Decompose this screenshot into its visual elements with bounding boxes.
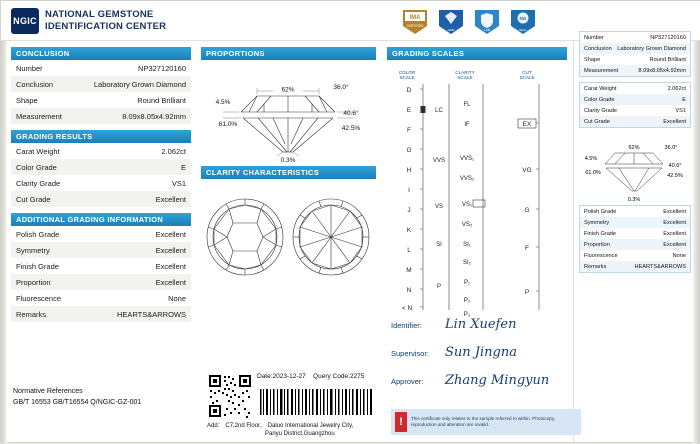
svg-text:I: I bbox=[408, 187, 410, 194]
row-value: E bbox=[180, 162, 186, 172]
svg-text:IMA: IMA bbox=[409, 15, 421, 21]
right-stub-panel bbox=[579, 31, 691, 278]
row-value: Excellent bbox=[663, 230, 686, 237]
date-and-query bbox=[257, 373, 364, 380]
row-label: Polish Grade bbox=[584, 208, 617, 215]
svg-text:SI₂: SI₂ bbox=[463, 260, 471, 266]
svg-text:J: J bbox=[407, 207, 411, 214]
svg-text:SEAL: SEAL bbox=[519, 28, 527, 32]
row-label: Symmetry bbox=[16, 245, 50, 255]
issue-date: Date:2023-12-27 bbox=[257, 373, 306, 380]
left-edge-shadow bbox=[1, 1, 7, 444]
ima-badge-icon bbox=[401, 7, 429, 35]
table-row bbox=[11, 159, 191, 175]
signature-label: Approver: bbox=[391, 377, 424, 386]
address-block bbox=[207, 422, 353, 438]
stub-grading-table bbox=[579, 82, 691, 128]
row-label: Number bbox=[584, 34, 604, 41]
signature-name: Sun Jingna bbox=[445, 345, 517, 360]
svg-text:CERTIFIED: CERTIFIED bbox=[406, 24, 424, 28]
qr-code[interactable] bbox=[207, 373, 253, 419]
notice-text: This certificate only relates to the sample referred to within. Photocopy, reproduction and alteration are invalid. bbox=[411, 415, 555, 427]
row-label: Finish Grade bbox=[16, 261, 59, 271]
svg-text:L: L bbox=[407, 247, 411, 254]
query-code: Query Code:2275 bbox=[313, 373, 365, 380]
row-value: NP327120160 bbox=[138, 63, 186, 73]
normative-heading: Normative References bbox=[13, 388, 83, 395]
table-row bbox=[11, 242, 191, 258]
stub-additional-table bbox=[579, 205, 691, 273]
svg-text:GEM: GEM bbox=[447, 28, 455, 32]
brand-title-line1: NATIONAL GEMSTONE bbox=[45, 9, 154, 21]
svg-text:EX: EX bbox=[522, 121, 532, 128]
seal-badge-icon bbox=[509, 7, 537, 35]
row-label: Shape bbox=[16, 95, 38, 105]
row-value: Laboratory Grown Diamond bbox=[617, 45, 686, 52]
svg-text:FL: FL bbox=[463, 102, 471, 108]
svg-text:VS₁: VS₁ bbox=[461, 202, 473, 208]
svg-text:P₁: P₁ bbox=[463, 280, 471, 286]
svg-text:F: F bbox=[525, 245, 529, 252]
row-label: Proportion bbox=[16, 277, 51, 287]
row-value: E bbox=[682, 96, 686, 103]
barcode bbox=[259, 389, 374, 415]
row-label: Carat Weight bbox=[16, 146, 60, 156]
svg-text:VS: VS bbox=[434, 204, 444, 210]
svg-text:F: F bbox=[407, 127, 411, 134]
row-value: HEARTS&ARROWS bbox=[634, 263, 686, 270]
row-value: Round Brilliant bbox=[649, 56, 686, 63]
notice-box bbox=[391, 409, 581, 435]
svg-text:NG: NG bbox=[519, 16, 527, 21]
svg-text:N: N bbox=[406, 287, 412, 294]
row-label: Remarks bbox=[16, 309, 47, 319]
svg-text:CUT: CUT bbox=[522, 70, 532, 75]
clarity-plot-diagram bbox=[201, 179, 376, 299]
proportions-diagram bbox=[201, 60, 376, 166]
table-row bbox=[580, 32, 690, 43]
svg-text:0.3%: 0.3% bbox=[280, 157, 296, 164]
row-label: Measurement bbox=[584, 67, 619, 74]
row-value: Excellent bbox=[663, 219, 686, 226]
svg-text:SI: SI bbox=[436, 242, 442, 248]
table-row bbox=[580, 83, 690, 94]
signature-row-supervisor bbox=[391, 345, 581, 360]
svg-text:VVS: VVS bbox=[432, 158, 446, 164]
table-row bbox=[11, 290, 191, 306]
signature-block bbox=[391, 317, 581, 401]
brand-title-line2: IDENTIFICATION CENTER bbox=[45, 21, 167, 32]
grading-scales-column bbox=[387, 47, 567, 320]
right-edge-shadow bbox=[693, 1, 699, 444]
grading-results-section-title: GRADING RESULTS bbox=[11, 130, 191, 143]
svg-text:K: K bbox=[406, 227, 412, 234]
table-row bbox=[11, 175, 191, 191]
svg-text:36.0°: 36.0° bbox=[333, 84, 349, 91]
grading-scales-section-title: GRADING SCALES bbox=[387, 47, 567, 60]
row-value: HEARTS&ARROWS bbox=[116, 309, 186, 319]
svg-text:LC: LC bbox=[435, 108, 443, 114]
row-value: Excellent bbox=[663, 118, 686, 125]
signature-label: Supervisor: bbox=[391, 349, 429, 358]
row-value: Round Brilliant bbox=[137, 95, 186, 105]
signature-name: Zhang Mingyun bbox=[445, 373, 550, 388]
svg-text:VG: VG bbox=[522, 167, 532, 174]
row-value: None bbox=[168, 293, 186, 303]
shield-badge-icon bbox=[473, 7, 501, 35]
svg-text:P: P bbox=[436, 284, 442, 290]
svg-text:40.6°: 40.6° bbox=[668, 163, 682, 169]
row-label: Carat Weight bbox=[584, 85, 617, 92]
svg-text:42.5%: 42.5% bbox=[341, 125, 361, 132]
left-column bbox=[11, 47, 191, 322]
table-row bbox=[580, 105, 690, 116]
row-label: Proportion bbox=[584, 241, 610, 248]
svg-text:VS₂: VS₂ bbox=[461, 222, 473, 228]
table-row bbox=[11, 60, 191, 76]
svg-text:LAB: LAB bbox=[484, 28, 490, 32]
svg-text:4.5%: 4.5% bbox=[215, 99, 231, 106]
svg-text:0.3%: 0.3% bbox=[627, 197, 641, 203]
svg-text:D: D bbox=[406, 87, 412, 94]
row-label: Cut Grade bbox=[16, 194, 51, 204]
svg-text:SCALE: SCALE bbox=[519, 75, 535, 80]
row-value: Laboratory Grown Diamond bbox=[93, 79, 186, 89]
row-label: Symmetry bbox=[584, 219, 610, 226]
proportions-section-title: PROPORTIONS bbox=[201, 47, 376, 60]
row-label: Clarity Grade bbox=[584, 107, 617, 114]
svg-text:VVS₂: VVS₂ bbox=[459, 176, 475, 182]
diamond-badge-icon bbox=[437, 7, 465, 35]
svg-text:P: P bbox=[524, 289, 530, 296]
svg-text:62%: 62% bbox=[281, 86, 295, 94]
accreditation-badges bbox=[401, 7, 537, 35]
signature-name: Lin Xuefen bbox=[445, 317, 517, 332]
row-value: VS1 bbox=[675, 107, 686, 114]
row-value: Excellent bbox=[155, 245, 186, 255]
row-label: Measurement bbox=[16, 111, 62, 121]
table-row bbox=[580, 116, 690, 127]
svg-text:VVS₁: VVS₁ bbox=[459, 156, 475, 162]
row-value: Excellent bbox=[155, 277, 186, 287]
row-label: Clarity Grade bbox=[16, 178, 61, 188]
row-label: Fluorescence bbox=[584, 252, 618, 259]
signature-row-approver bbox=[391, 373, 581, 388]
row-label: Finish Grade bbox=[584, 230, 617, 237]
table-row bbox=[11, 191, 191, 207]
row-label: Shape bbox=[584, 56, 601, 63]
row-label: Color Grade bbox=[584, 96, 615, 103]
table-row bbox=[580, 94, 690, 105]
address-line1: C7,2nd Floor， Daluo International Jewelry City, bbox=[225, 423, 354, 429]
svg-text:36.0°: 36.0° bbox=[664, 145, 678, 151]
svg-text:< N: < N bbox=[401, 305, 413, 312]
normative-references bbox=[13, 387, 203, 408]
row-label: Conclusion bbox=[584, 45, 612, 52]
row-value: Excellent bbox=[155, 194, 186, 204]
row-label: Color Grade bbox=[16, 162, 57, 172]
svg-text:61.0%: 61.0% bbox=[218, 121, 238, 128]
row-label: Cut Grade bbox=[584, 118, 610, 125]
table-row bbox=[11, 274, 191, 290]
svg-text:P₂: P₂ bbox=[463, 298, 471, 304]
conclusion-section-title: CONCLUSION bbox=[11, 47, 191, 60]
row-value: 8.09x8.05x4.92mm bbox=[122, 111, 186, 121]
table-row bbox=[11, 258, 191, 274]
row-value: Excellent bbox=[155, 229, 186, 239]
svg-text:CLARITY: CLARITY bbox=[455, 70, 475, 75]
row-value: NP327120160 bbox=[650, 34, 686, 41]
table-row bbox=[580, 217, 690, 228]
row-value: 2.062ct bbox=[161, 146, 186, 156]
svg-text:40.6°: 40.6° bbox=[343, 110, 359, 117]
row-value: Excellent bbox=[663, 208, 686, 215]
svg-text:4.5%: 4.5% bbox=[584, 156, 598, 162]
conclusion-table bbox=[11, 60, 191, 124]
row-label: Polish Grade bbox=[16, 229, 60, 239]
additional-section-title: ADDITIONAL GRADING INFORMATION bbox=[11, 213, 191, 226]
svg-text:G: G bbox=[524, 207, 530, 214]
row-label: Remarks bbox=[584, 263, 607, 270]
svg-text:SCALE: SCALE bbox=[399, 75, 415, 80]
table-row bbox=[580, 54, 690, 65]
svg-text:COLOR: COLOR bbox=[398, 70, 416, 75]
row-value: Excellent bbox=[663, 241, 686, 248]
svg-text:42.5%: 42.5% bbox=[667, 173, 683, 179]
svg-text:62%: 62% bbox=[628, 145, 640, 151]
table-row bbox=[580, 261, 690, 272]
clarity-section-title: CLARITY CHARACTERISTICS bbox=[201, 166, 376, 179]
svg-text:IF: IF bbox=[464, 122, 470, 128]
middle-column bbox=[201, 47, 376, 299]
row-value: None bbox=[672, 252, 686, 259]
table-row bbox=[11, 143, 191, 159]
brand-logo bbox=[11, 8, 166, 34]
exclamation-icon: ! bbox=[395, 412, 407, 432]
table-row bbox=[580, 43, 690, 54]
row-label: Fluorescence bbox=[16, 293, 62, 303]
row-value: 2.062ct bbox=[667, 85, 686, 92]
svg-text:E: E bbox=[406, 107, 412, 114]
row-value: VS1 bbox=[171, 178, 186, 188]
table-row bbox=[11, 92, 191, 108]
row-value: Excellent bbox=[155, 261, 186, 271]
stub-proportions-diagram bbox=[579, 133, 691, 205]
signature-label: Identifier: bbox=[391, 321, 422, 330]
svg-text:SI₁: SI₁ bbox=[463, 242, 471, 248]
table-row bbox=[580, 239, 690, 250]
svg-text:M: M bbox=[406, 267, 412, 274]
table-row bbox=[11, 108, 191, 124]
address-label: Add： bbox=[207, 423, 224, 429]
table-row bbox=[11, 226, 191, 242]
normative-text: GB/T 16553 GB/T16554 Q/NGIC-GZ-001 bbox=[13, 398, 142, 406]
row-value: 8.09x8.05x4.92mm bbox=[638, 67, 686, 74]
grading-scales-diagram bbox=[387, 60, 567, 320]
row-label: Conclusion bbox=[16, 79, 54, 89]
stub-conclusion-table bbox=[579, 31, 691, 77]
grading-results-table bbox=[11, 143, 191, 207]
signature-row-identifier bbox=[391, 317, 581, 332]
svg-text:H: H bbox=[406, 167, 412, 174]
svg-text:G: G bbox=[406, 147, 412, 154]
svg-text:61.0%: 61.0% bbox=[585, 170, 601, 176]
additional-table bbox=[11, 226, 191, 322]
table-row bbox=[11, 306, 191, 322]
address-line2: Panyu District,Guangzhou bbox=[265, 431, 335, 438]
table-row bbox=[580, 250, 690, 261]
row-label: Number bbox=[16, 63, 43, 73]
table-row bbox=[580, 228, 690, 239]
table-row bbox=[580, 65, 690, 76]
table-row bbox=[580, 206, 690, 217]
ngic-logo-icon: NGIC bbox=[11, 8, 39, 34]
table-row bbox=[11, 76, 191, 92]
svg-text:SCALE: SCALE bbox=[457, 75, 473, 80]
svg-text:P₃: P₃ bbox=[463, 312, 471, 318]
